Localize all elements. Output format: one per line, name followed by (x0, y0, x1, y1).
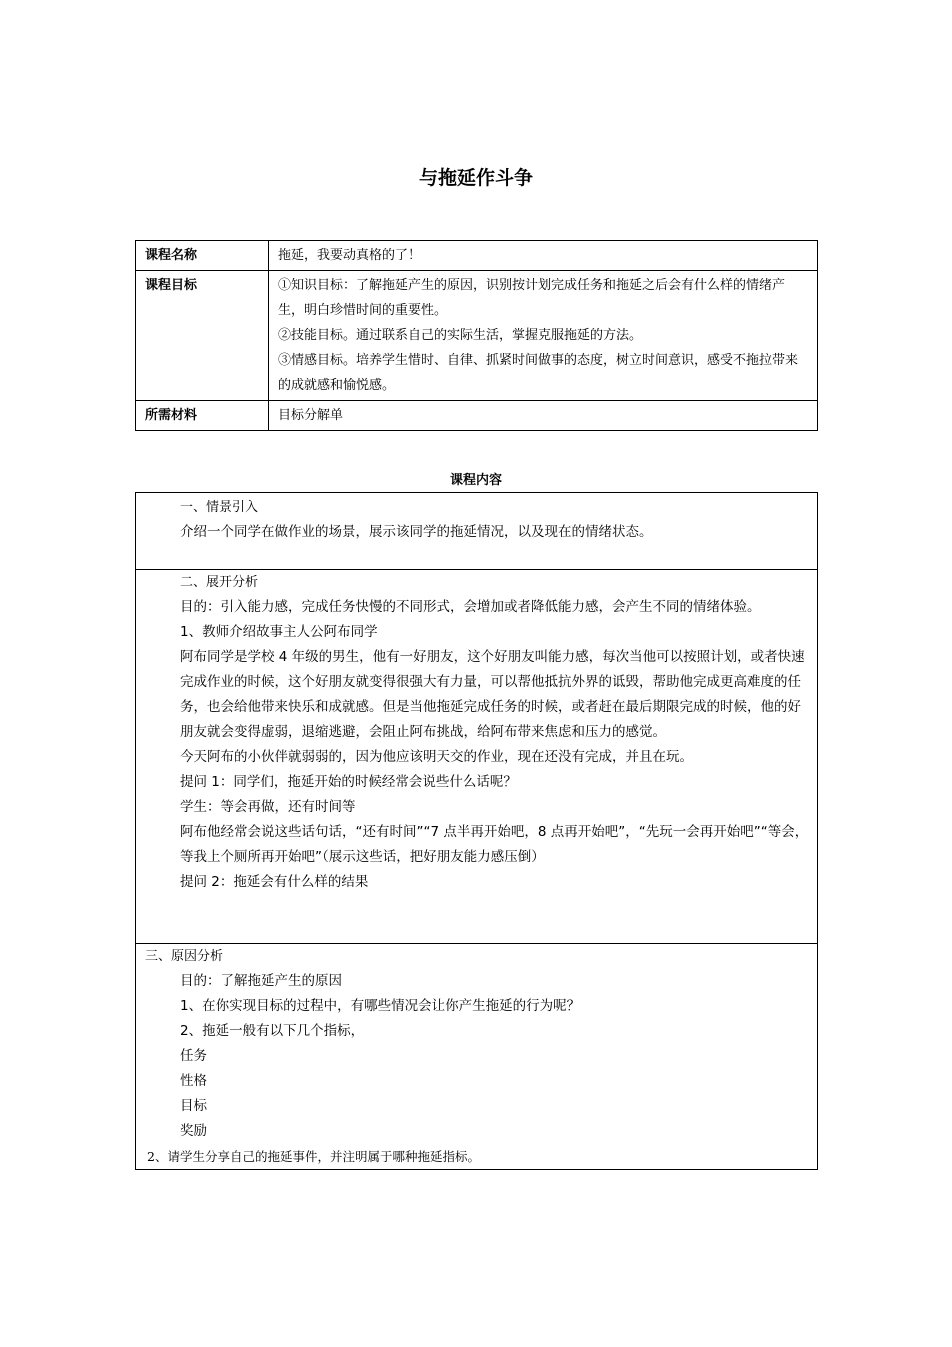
section-line: 介绍一个同学在做作业的场景，展示该同学的拖延情况，以及现在的情绪状态。 (180, 524, 653, 540)
info-value-course-name (269, 241, 818, 271)
section-line: 今天阿布的小伙伴就弱弱的，因为他应该明天交的作业，现在还没有完成，并且在玩。 (180, 749, 693, 765)
section-line: 目的：了解拖延产生的原因 (180, 973, 342, 989)
section-title: 二、展开分析 (180, 575, 259, 590)
goal-knowledge: ①知识目标：了解拖延产生的原因，识别按计划完成任务和拖延之后会有什么样的情绪产生，明白珍惜时间的重要性。 (278, 278, 786, 318)
info-label-materials: 所需材料 (136, 401, 269, 431)
info-value-materials (269, 401, 818, 431)
section-line: 1、在你实现目标的过程中，有哪些情况会让你产生拖延的行为呢？ (180, 998, 581, 1014)
materials-text: 目标分解单 (278, 408, 344, 423)
student-answer: 学生：等会再做，还有时间等 (180, 799, 356, 815)
indicator-item: 目标 (180, 1098, 207, 1114)
info-row-course-goals (136, 271, 818, 401)
course-content-box (135, 492, 818, 1170)
story-quotes: 阿布他经常会说这些话句话，“还有时间”“7 点半再开始吧，8 点再开始吧”，“先玩一会再开始吧”“等会，等我上个厕所再开始吧”（展示这些话，把好朋友能力感压倒） (180, 824, 809, 865)
question-2: 提问 2：拖延会有什么样的结果 (180, 874, 369, 890)
info-label-course-goals: 课程目标 (136, 271, 269, 401)
question-1: 提问 1：同学们，拖延开始的时候经常会说些什么话呢？ (180, 774, 517, 790)
info-value-course-goals (269, 271, 818, 401)
indicator-item: 奖励 (180, 1123, 207, 1139)
section-analysis (136, 570, 817, 895)
section-tail-line: 2、请学生分享自己的拖延事件，并注明属于哪种拖延指标。 (147, 1149, 480, 1164)
section-line: 目的：引入能力感，完成任务快慢的不同形式，会增加或者降低能力感，会产生不同的情绪体验。 (180, 599, 761, 615)
section-title: 一、情景引入 (180, 500, 259, 515)
story-paragraph: 阿布同学是学校 4 年级的男生，他有一好朋友，这个好朋友叫能力感，每次当他可以按照计划，或者快速完成作业的时候，这个好朋友就变得很强大有力量，可以帮他抵抗外界的诋毁，帮助他完成更高难度的任务，也会给他带来快乐和成就感。但是当他拖延完成任务的时候，或者赶在最后期限完成的时候，他的好朋友就会变得虚弱，退缩逃避，会阻止阿布挑战，给阿布带来焦虑和压力的感觉。 (180, 649, 805, 740)
section-title: 三、原因分析 (145, 949, 224, 964)
info-row-course-name (136, 241, 818, 271)
course-name-text: 拖延，我要动真格的了！ (278, 248, 422, 263)
indicator-item: 任务 (180, 1048, 207, 1064)
section-line: 1、教师介绍故事主人公阿布同学 (180, 624, 378, 640)
course-content-heading: 课程内容 (449, 473, 502, 488)
section-cause-analysis (136, 944, 817, 1169)
info-row-materials (136, 401, 818, 431)
section-line: 2、拖延一般有以下几个指标， (180, 1023, 365, 1039)
section-introduction (136, 495, 817, 545)
goal-skill: ②技能目标。通过联系自己的实际生活，掌握克服拖延的方法。 (278, 328, 643, 343)
info-label-course-name: 课程名称 (136, 241, 269, 271)
indicator-item: 性格 (180, 1073, 207, 1089)
course-info-table (135, 240, 818, 431)
goal-emotion: ③情感目标。培养学生惜时、自律、抓紧时间做事的态度，树立时间意识，感受不拖拉带来的成就感和愉悦感。 (278, 353, 799, 393)
document-title: 与拖延作斗争 (418, 167, 533, 189)
